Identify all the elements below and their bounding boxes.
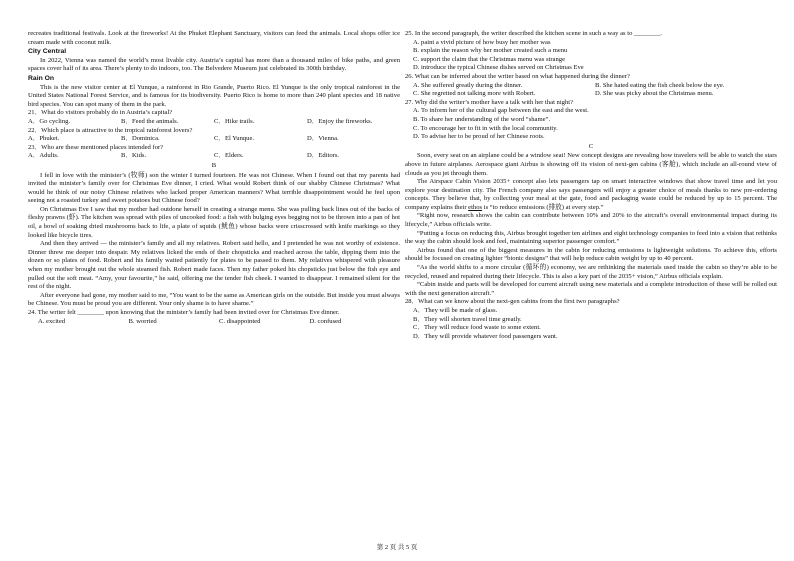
question-28: 28．What can we know about the next-gen cabins from the first two paragraphs?	[405, 298, 620, 306]
section-b-label: B	[211, 161, 217, 169]
question-27: 27. Why did the writer’s mother have a talk with her that night?	[405, 98, 574, 106]
passage-c-paragraph-1: Soon, every seat on an airplane could be a window seat! New concept designs are revealing how travelers will be able to watch the stars above in future airplanes. Aerospace giant Airbus is showing off its vision of next-gen cabins (客舱), which include an all-round view of clouds as you jet through them.	[405, 152, 777, 177]
option: C. She regretted not talking more with Robert.	[413, 90, 536, 98]
page-number-footer: 第 2 页 共 5 页	[376, 544, 418, 552]
right-column	[405, 30, 777, 341]
passage-c-paragraph-2	[405, 178, 777, 212]
question-21: 21．What do visitors probably do in Austria’s capital?	[28, 109, 173, 117]
question-26-options-cd	[405, 90, 777, 99]
option: A．Adults.	[28, 152, 59, 160]
option: C. disappointed	[219, 317, 261, 325]
option: A．They will be made of glass.	[413, 307, 498, 314]
question-23: 23．Who are these mentioned places intended for?	[28, 143, 164, 151]
option: A．Go cycling.	[28, 117, 71, 125]
option: B．Dominica.	[121, 135, 160, 143]
passage-c-paragraph-3: “Right now, research shows the cabin can contribute between 10% and 20% to the aircraft’s overall environmental impact during its lifecycle,” Airbus officials write.	[405, 212, 777, 229]
option: A. She suffered greatly during the dinner.	[413, 81, 523, 89]
option: A. paint a vivid picture of how busy her mother was	[413, 38, 551, 46]
rain-on-text: This is the new visitor center at El Yunque, a rainforest in Rio Grande, Puerto Rico. El Yunque is the only tropical rainforest in the United States National Forest Service, and is famous for its biodiversity. Puerto Rico is home to more than 240 plant species and 18 native bird species. You can spot many of them in the park.	[28, 83, 400, 108]
option: C．El Yunque.	[214, 135, 255, 143]
question-24: 24. The writer felt ________ upon knowing that the minister’s family had been invited over for Christmas Eve dinner.	[28, 309, 340, 316]
heading-rain-on: Rain On	[28, 74, 55, 82]
option: B. To share her understanding of the word “shame”.	[413, 115, 551, 123]
option: B．They will shorten travel time greatly.	[413, 315, 522, 323]
option: B．Feed the animals.	[121, 117, 179, 125]
option: D．Vienna.	[307, 135, 339, 143]
option: C．Hike trails.	[214, 117, 255, 125]
paragraph-2-text-b: is “to reduce emissions (排放) at every step.”	[482, 203, 604, 211]
option: A．Phuket.	[28, 135, 60, 143]
option: C．They will reduce food waste to some extent.	[413, 324, 541, 332]
option: A. To inform her of the cultural gap between the east and the west.	[413, 107, 589, 115]
heading-city-central: City Central	[28, 48, 67, 56]
option: D．They will provide whatever food passengers want.	[413, 332, 558, 340]
question-22: 22．Which place is attractive to the tropical rainforest lovers?	[28, 126, 193, 134]
option: D. introduce the typical Chinese dishes served on Christmas Eve	[413, 64, 584, 72]
passage-b-paragraph-3: And then they arrived — the minister’s family and all my relatives. Robert said hello, and I pretended he was not worthy of existence. Dinner threw me deeper into despair. My relatives licked the ends of their chopsticks and reached across the table, dipping them into the dozen or so plates of food. Robert and his family waited patiently for plates to be passed to them. My relatives whispered with pleasure when my mother brought out the whole steamed fish. Robert made faces. Then my father poked his chopsticks just below the fish eye and pulled out the soft meat. “Amy, your favourite,” he said, offering me the tender fish cheek. I wanted to disappear. I remained silent for the rest of the night.	[28, 240, 400, 291]
option: B. She hated eating the fish cheek below the eye.	[595, 81, 725, 89]
passage-c-paragraph-5: Airbus found that one of the biggest measures in the cabin for reducing emissions is lightweight solutions. To achieve this, efforts should be focused on creating lighter “bionic designs” that will help reduce cabin weight by up to 40 percent.	[405, 246, 777, 263]
question-23-options	[28, 152, 400, 161]
question-25: 25. In the second paragraph, the writer described the kitchen scene in such a way as to ________.	[405, 30, 663, 37]
option: C．Elders.	[214, 152, 244, 160]
question-22-options	[28, 135, 400, 144]
paragraph-2-text-a: The Airspace Cabin Vision 2035+ concept also lets passengers tap on smart interactive windows that show travel time and let you explore your destination city. The French company also says passengers will enjoy a greater choice of meals thanks to new pre-ordering concepts. They believe that, by collecting your meal at the gate, food and packaging waste could be reduced by up to 15 percent. The company explains their	[405, 178, 777, 211]
passage-c-paragraph-6: “As the world shifts to a more circular (循环的) economy, we are rethinking the materials used inside the cabin so they’re able to be recycled, reused and repaired during their lifecycle. This is also a key part of the 2035+ vision,” Airbus officials explain.	[405, 264, 777, 280]
passage-b-paragraph-2: On Christmas Eve I saw that my mother had outdone herself in creating a strange menu. She was pulling back lines out of the backs of fleshy prawns (虾). The kitchen was spread with piles of uncooked food: a fish with bulging eyes begging not to be thrown into a pan of hot oil, a bowl of soaking dried mushrooms back to life, a plate of squids (鱿鱼) whose backs were crisscrossed with knife markings so they looked like bicycle tires.	[28, 205, 400, 239]
passage-b-paragraph-4: After everyone had gone, my mother said to me, “You want to be the same as American girls on the outside. But inside you must always be Chinese. You must be proud you are different. Your only shame is to have shame.”	[28, 291, 400, 308]
section-c-label: C	[588, 142, 594, 150]
question-26-options-ab	[405, 82, 777, 91]
city-central-text: In 2022, Vienna was named the world’s most livable city. Austria’s capital has more than a thousand miles of bike paths, and green spaces cover half of its area. There’s plenty to do indoors, too. The Belvedere Museum just celebrated its 300th birthday.	[28, 56, 400, 73]
option: C. support the claim that the Christmas menu was strange	[413, 55, 565, 63]
option: D. confused	[309, 317, 342, 325]
question-21-options	[28, 118, 400, 127]
option: C. To encourage her to fit in with the local community.	[413, 124, 558, 132]
option: B. explain the reason why her mother created such a menu	[413, 47, 568, 55]
option: D．Enjoy the fireworks.	[307, 117, 373, 125]
passage-c-paragraph-7: “Cabin inside and parts will be developed for current aircraft using new materials and a complete introduction of these will be rolled out with the next generation aircraft.”	[405, 281, 777, 297]
passage-a-end: recreates traditional festivals. Look at the fireworks! At the Phuket Elephant Sanctuary, visitors can feed the animals. Local shops offer ice cream made with coconut milk.	[28, 30, 400, 46]
question-24-options	[28, 318, 400, 327]
left-column	[28, 30, 400, 326]
option: D．Editors.	[307, 152, 340, 160]
passage-c-paragraph-4: “Putting a focus on reducing this, Airbus brought together ten airlines and eight technology companies to feed into a vision that rethinks the way the cabin should look and feel, maintaining superior passenger comfort.”	[405, 229, 777, 246]
option: B. worried	[128, 317, 157, 325]
option: A. excited	[38, 317, 66, 325]
question-26: 26. What can be inferred about the writer based on what happened during the dinner?	[405, 72, 630, 80]
passage-b-paragraph-1: I fell in love with the minister’s (牧师) son the winter I turned fourteen. He was not Chinese. When I found out that my parents had invited the minister’s family over for Christmas Eve dinner, I cried. What would Robert think of our shabby Chinese Christmas? What would he think of our noisy Chinese relatives who lacked proper American manners? What terrible disappointment would he feel upon seeing not a roasted turkey and sweet potatoes but Chinese food?	[28, 171, 400, 205]
underlined-word-ethos: ethos	[468, 203, 483, 211]
option: D. To advise her to be proud of her Chinese roots.	[413, 133, 545, 141]
option: D. She was picky about the Christmas menu.	[595, 90, 714, 98]
option: B．Kids.	[121, 152, 147, 160]
